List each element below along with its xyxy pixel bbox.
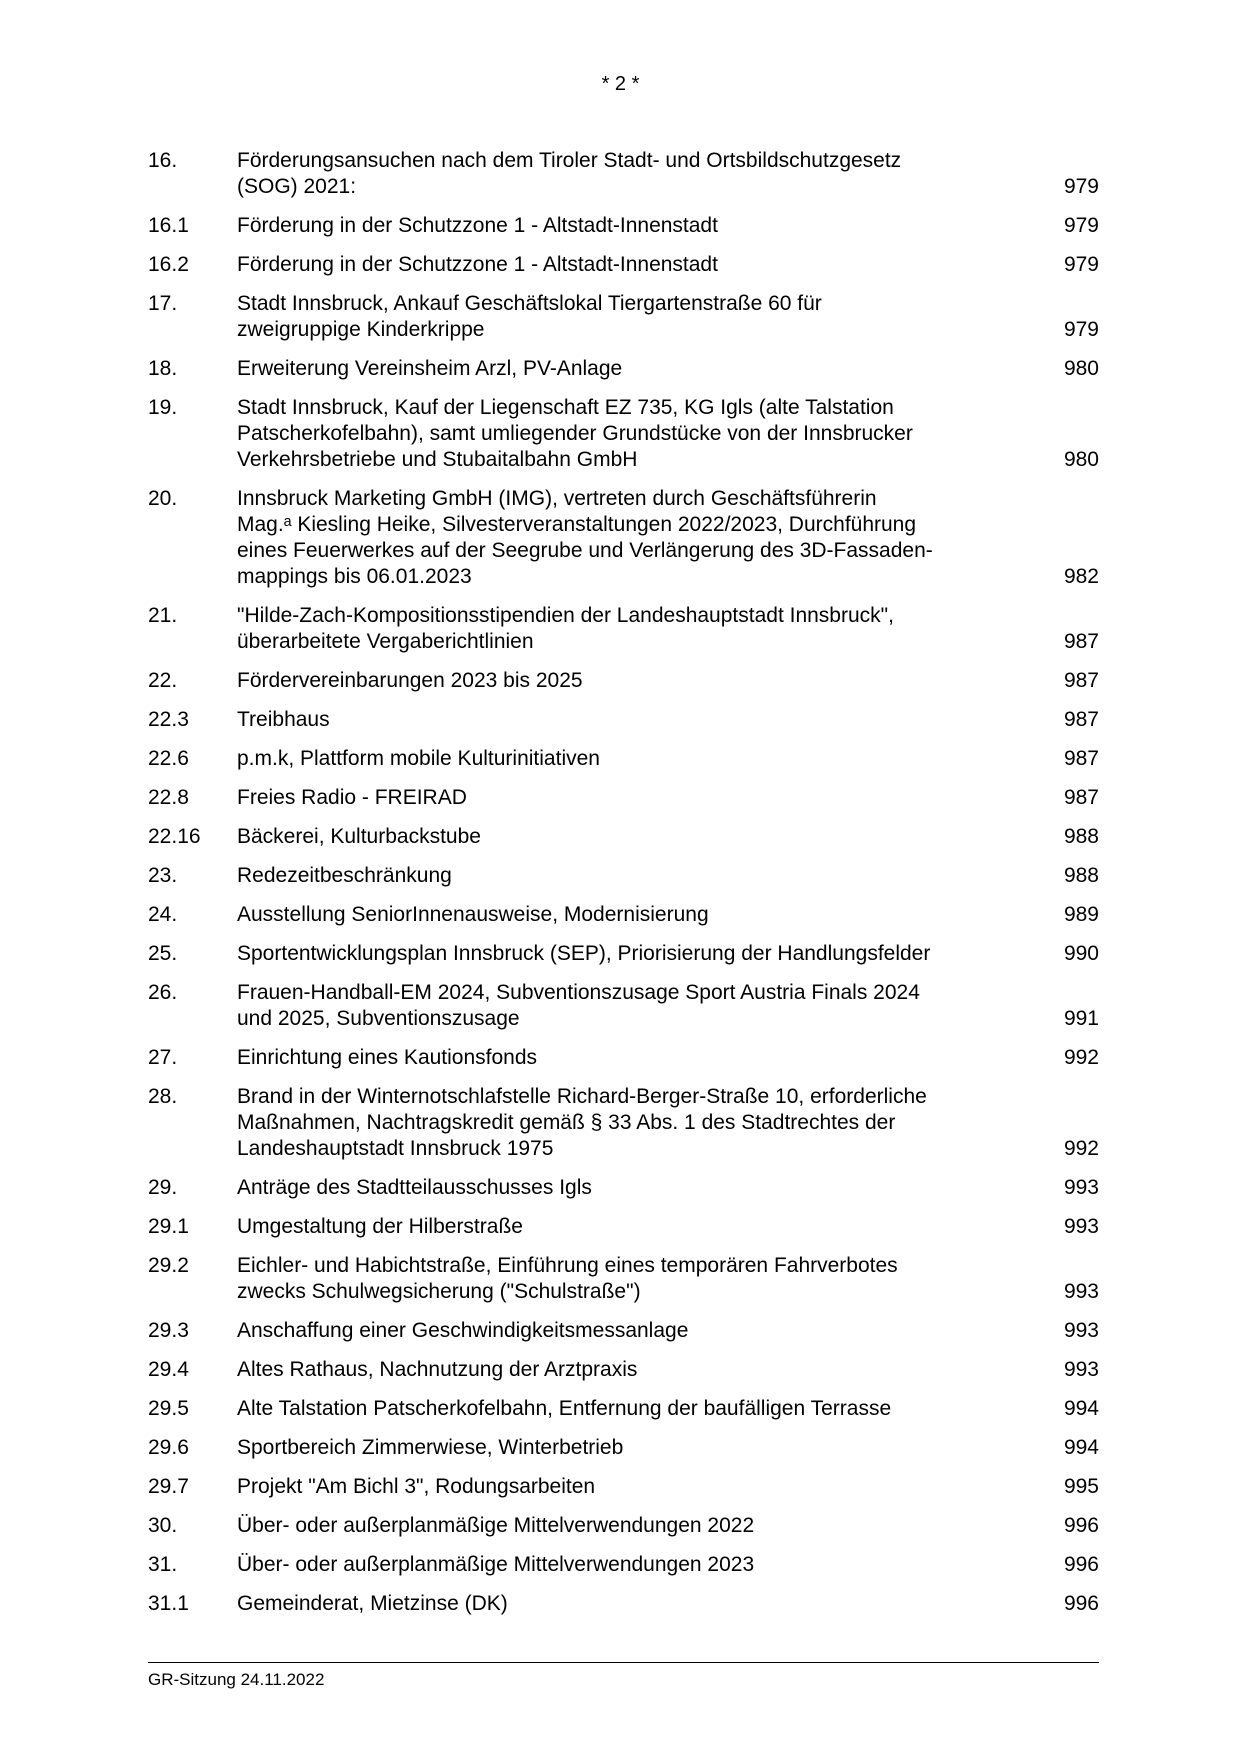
toc-entry-page: 987 xyxy=(1063,747,1099,770)
toc-entry-title xyxy=(237,1396,1049,1422)
toc-entry xyxy=(148,1396,1099,1422)
toc-entry xyxy=(148,863,1099,889)
toc-entry xyxy=(148,668,1099,694)
toc-entry xyxy=(148,148,1099,200)
toc-entry-title-line: Altes Rathaus, Nachnutzung der Arztpraxis xyxy=(237,1358,638,1381)
toc-entry-number: 26. xyxy=(148,981,178,1004)
toc-entry-title xyxy=(237,707,1049,733)
toc-entry-number: 16.1 xyxy=(148,214,189,237)
toc-entry-title xyxy=(237,252,1049,278)
toc-entry-title-line: Projekt "Am Bichl 3", Rodungsarbeiten xyxy=(237,1475,596,1498)
toc-entry-page: 992 xyxy=(1063,1046,1099,1069)
toc-entry xyxy=(148,824,1099,850)
toc-entry-title-line: Innsbruck Marketing GmbH (IMG), vertreten durch Geschäftsführerin xyxy=(237,487,877,510)
toc-entry-title xyxy=(237,603,1049,655)
toc-entry xyxy=(148,1513,1099,1539)
toc-entry xyxy=(148,1552,1099,1578)
toc-entry xyxy=(148,1084,1099,1162)
toc-entry-title-line: Fördervereinbarungen 2023 bis 2025 xyxy=(237,669,583,692)
table-of-contents xyxy=(148,148,1099,1630)
toc-entry-title xyxy=(237,213,1049,239)
toc-entry xyxy=(148,980,1099,1032)
toc-entry-title-line: Stadt Innsbruck, Ankauf Geschäftslokal Tiergartenstraße 60 für xyxy=(237,292,822,315)
toc-entry-number: 30. xyxy=(148,1514,178,1537)
toc-entry-title-line: "Hilde-Zach-Kompositionsstipendien der Landeshauptstadt Innsbruck", xyxy=(237,604,894,627)
toc-entry-number: 23. xyxy=(148,864,178,887)
toc-entry-title xyxy=(237,941,1049,967)
toc-entry-title-line: p.m.k, Plattform mobile Kulturinitiativen xyxy=(237,747,600,770)
toc-entry-title xyxy=(237,785,1049,811)
toc-entry xyxy=(148,785,1099,811)
toc-entry xyxy=(148,1175,1099,1201)
toc-entry-page: 979 xyxy=(1063,175,1099,198)
toc-entry-number: 28. xyxy=(148,1085,178,1108)
toc-entry xyxy=(148,1591,1099,1617)
toc-entry-title xyxy=(237,746,1049,772)
toc-entry-page: 994 xyxy=(1063,1397,1099,1420)
toc-entry-title xyxy=(237,1253,1049,1305)
toc-entry-title-line: Maßnahmen, Nachtragskredit gemäß § 33 Abs. 1 des Stadtrechtes der xyxy=(237,1111,896,1134)
toc-entry-number: 22.3 xyxy=(148,708,189,731)
toc-entry-title-line: mappings bis 06.01.2023 xyxy=(237,565,472,588)
toc-entry-number: 19. xyxy=(148,396,178,419)
toc-entry-number: 25. xyxy=(148,942,178,965)
toc-entry-title-line: Mag.ᵃ Kiesling Heike, Silvesterveranstaltungen 2022/2023, Durchführung xyxy=(237,513,917,536)
toc-entry-title xyxy=(237,1045,1049,1071)
toc-entry-page: 993 xyxy=(1063,1319,1099,1342)
toc-entry-title-line: Sportbereich Zimmerwiese, Winterbetrieb xyxy=(237,1436,624,1459)
toc-entry-title-line: Anträge des Stadtteilausschusses Igls xyxy=(237,1176,592,1199)
toc-entry-page: 990 xyxy=(1063,942,1099,965)
toc-entry-title xyxy=(237,980,1049,1032)
toc-entry-number: 16. xyxy=(148,149,178,172)
toc-entry-title-line: Redezeitbeschränkung xyxy=(237,864,452,887)
toc-entry-number: 22.16 xyxy=(148,825,201,848)
toc-entry-number: 27. xyxy=(148,1046,178,1069)
toc-entry-title-line: Stadt Innsbruck, Kauf der Liegenschaft EZ 735, KG Igls (alte Talstation xyxy=(237,396,894,419)
toc-entry-page: 993 xyxy=(1063,1280,1099,1303)
toc-entry-number: 29.6 xyxy=(148,1436,189,1459)
toc-entry-title-line: Über- oder außerplanmäßige Mittelverwendungen 2023 xyxy=(237,1553,755,1576)
toc-entry-title-line: Über- oder außerplanmäßige Mittelverwendungen 2022 xyxy=(237,1514,755,1537)
toc-entry-number: 29.4 xyxy=(148,1358,189,1381)
toc-entry-page: 992 xyxy=(1063,1137,1099,1160)
toc-entry-page: 979 xyxy=(1063,214,1099,237)
toc-entry-number: 29.2 xyxy=(148,1254,189,1277)
toc-entry-title-line: Umgestaltung der Hilberstraße xyxy=(237,1215,523,1238)
toc-entry-number: 22. xyxy=(148,669,178,692)
toc-entry-page: 987 xyxy=(1063,669,1099,692)
toc-entry-page: 987 xyxy=(1063,786,1099,809)
toc-entry xyxy=(148,707,1099,733)
toc-entry-title xyxy=(237,395,1049,473)
toc-entry-number: 31. xyxy=(148,1553,178,1576)
toc-entry-title-line: und 2025, Subventionszusage xyxy=(237,1007,520,1030)
toc-entry-page: 996 xyxy=(1063,1592,1099,1615)
toc-entry-title-line: Freies Radio - FREIRAD xyxy=(237,786,467,809)
toc-entry-title xyxy=(237,356,1049,382)
toc-entry-number: 29.1 xyxy=(148,1215,189,1238)
toc-entry-title-line: Eichler- und Habichtstraße, Einführung eines temporären Fahrverbotes xyxy=(237,1254,898,1277)
toc-entry-number: 24. xyxy=(148,903,178,926)
toc-entry-page: 979 xyxy=(1063,253,1099,276)
toc-entry-title-line: Brand in der Winternotschlafstelle Richard-Berger-Straße 10, erforderliche xyxy=(237,1085,927,1108)
toc-entry xyxy=(148,746,1099,772)
toc-entry xyxy=(148,1474,1099,1500)
toc-entry-page: 994 xyxy=(1063,1436,1099,1459)
toc-entry xyxy=(148,1045,1099,1071)
toc-entry-title-line: Anschaffung einer Geschwindigkeitsmessanlage xyxy=(237,1319,689,1342)
toc-entry-title-line: überarbeitete Vergaberichtlinien xyxy=(237,630,534,653)
toc-entry-title-line: Patscherkofelbahn), samt umliegender Grundstücke von der Innsbrucker xyxy=(237,422,913,445)
toc-entry-page: 993 xyxy=(1063,1215,1099,1238)
toc-entry-title xyxy=(237,1591,1049,1617)
toc-entry-number: 16.2 xyxy=(148,253,189,276)
toc-entry-page: 980 xyxy=(1063,448,1099,471)
toc-entry-title-line: Treibhaus xyxy=(237,708,330,731)
toc-entry-page: 989 xyxy=(1063,903,1099,926)
toc-entry xyxy=(148,213,1099,239)
toc-entry-title xyxy=(237,1084,1049,1162)
toc-entry xyxy=(148,941,1099,967)
toc-entry-title-line: (SOG) 2021: xyxy=(237,175,357,198)
toc-entry xyxy=(148,395,1099,473)
toc-entry-title xyxy=(237,1357,1049,1383)
toc-entry-title-line: Frauen-Handball-EM 2024, Subventionszusage Sport Austria Finals 2024 xyxy=(237,981,920,1004)
toc-entry xyxy=(148,252,1099,278)
toc-entry-number: 20. xyxy=(148,487,178,510)
toc-entry-title-line: zweigruppige Kinderkrippe xyxy=(237,318,485,341)
toc-entry-number: 29. xyxy=(148,1176,178,1199)
toc-entry-page: 993 xyxy=(1063,1358,1099,1381)
toc-entry-page: 988 xyxy=(1063,825,1099,848)
toc-entry-title xyxy=(237,1214,1049,1240)
toc-entry-number: 29.5 xyxy=(148,1397,189,1420)
toc-entry-title-line: Bäckerei, Kulturbackstube xyxy=(237,825,481,848)
toc-entry-title xyxy=(237,863,1049,889)
toc-entry-title-line: Förderung in der Schutzzone 1 - Altstadt-Innenstadt xyxy=(237,214,718,237)
toc-entry-page: 980 xyxy=(1063,357,1099,380)
toc-entry-page: 979 xyxy=(1063,318,1099,341)
toc-entry-page: 995 xyxy=(1063,1475,1099,1498)
toc-entry-title xyxy=(237,1318,1049,1344)
toc-entry-title-line: Förderung in der Schutzzone 1 - Altstadt-Innenstadt xyxy=(237,253,718,276)
toc-entry-title xyxy=(237,1552,1049,1578)
toc-entry-page: 991 xyxy=(1063,1007,1099,1030)
toc-entry-title-line: Alte Talstation Patscherkofelbahn, Entfernung der baufälligen Terrasse xyxy=(237,1397,892,1420)
toc-entry-number: 31.1 xyxy=(148,1592,189,1615)
toc-entry-number: 22.6 xyxy=(148,747,189,770)
page-number-header: * 2 * xyxy=(601,73,640,95)
toc-entry-page: 982 xyxy=(1063,565,1099,588)
toc-entry-page: 996 xyxy=(1063,1553,1099,1576)
toc-entry-number: 22.8 xyxy=(148,786,189,809)
toc-entry-title-line: zwecks Schulwegsicherung ("Schulstraße") xyxy=(237,1280,641,1303)
toc-entry-title-line: Verkehrsbetriebe und Stubaitalbahn GmbH xyxy=(237,448,638,471)
toc-entry-page: 996 xyxy=(1063,1514,1099,1537)
toc-entry-title xyxy=(237,148,1049,200)
toc-entry-title-line: Ausstellung SeniorInnenausweise, Modernisierung xyxy=(237,903,709,926)
toc-entry-page: 987 xyxy=(1063,708,1099,731)
toc-entry-title xyxy=(237,1435,1049,1461)
toc-entry-number: 29.3 xyxy=(148,1319,189,1342)
toc-entry-number: 17. xyxy=(148,292,178,315)
toc-entry-title-line: Gemeinderat, Mietzinse (DK) xyxy=(237,1592,508,1615)
toc-entry xyxy=(148,902,1099,928)
toc-entry xyxy=(148,291,1099,343)
toc-entry-number: 18. xyxy=(148,357,178,380)
toc-entry-page: 987 xyxy=(1063,630,1099,653)
toc-entry xyxy=(148,356,1099,382)
toc-entry-title-line: Einrichtung eines Kautionsfonds xyxy=(237,1046,538,1069)
toc-entry xyxy=(148,1357,1099,1383)
toc-entry-title xyxy=(237,1175,1049,1201)
toc-entry-title-line: Sportentwicklungsplan Innsbruck (SEP), Priorisierung der Handlungsfelder xyxy=(237,942,931,965)
toc-entry-title xyxy=(237,1474,1049,1500)
toc-entry xyxy=(148,486,1099,590)
toc-entry-page: 988 xyxy=(1063,864,1099,887)
toc-entry-title-line: Förderungsansuchen nach dem Tiroler Stadt- und Ortsbildschutzgesetz xyxy=(237,149,902,172)
toc-entry-number: 21. xyxy=(148,604,178,627)
toc-entry-title xyxy=(237,291,1049,343)
toc-entry xyxy=(148,1214,1099,1240)
toc-entry-title xyxy=(237,486,1049,590)
toc-entry-title xyxy=(237,668,1049,694)
toc-entry-title xyxy=(237,824,1049,850)
toc-entry-number: 29.7 xyxy=(148,1475,189,1498)
toc-entry-title xyxy=(237,1513,1049,1539)
toc-entry xyxy=(148,1253,1099,1305)
toc-entry-title xyxy=(237,902,1049,928)
toc-entry-title-line: Landeshauptstadt Innsbruck 1975 xyxy=(237,1137,554,1160)
toc-entry xyxy=(148,1435,1099,1461)
page-footer: GR-Sitzung 24.11.2022 xyxy=(148,1662,1099,1690)
toc-entry xyxy=(148,1318,1099,1344)
toc-entry-page: 993 xyxy=(1063,1176,1099,1199)
toc-entry xyxy=(148,603,1099,655)
toc-entry-title-line: Erweiterung Vereinsheim Arzl, PV-Anlage xyxy=(237,357,623,380)
toc-entry-title-line: eines Feuerwerkes auf der Seegrube und Verlängerung des 3D-Fassaden- xyxy=(237,539,933,562)
